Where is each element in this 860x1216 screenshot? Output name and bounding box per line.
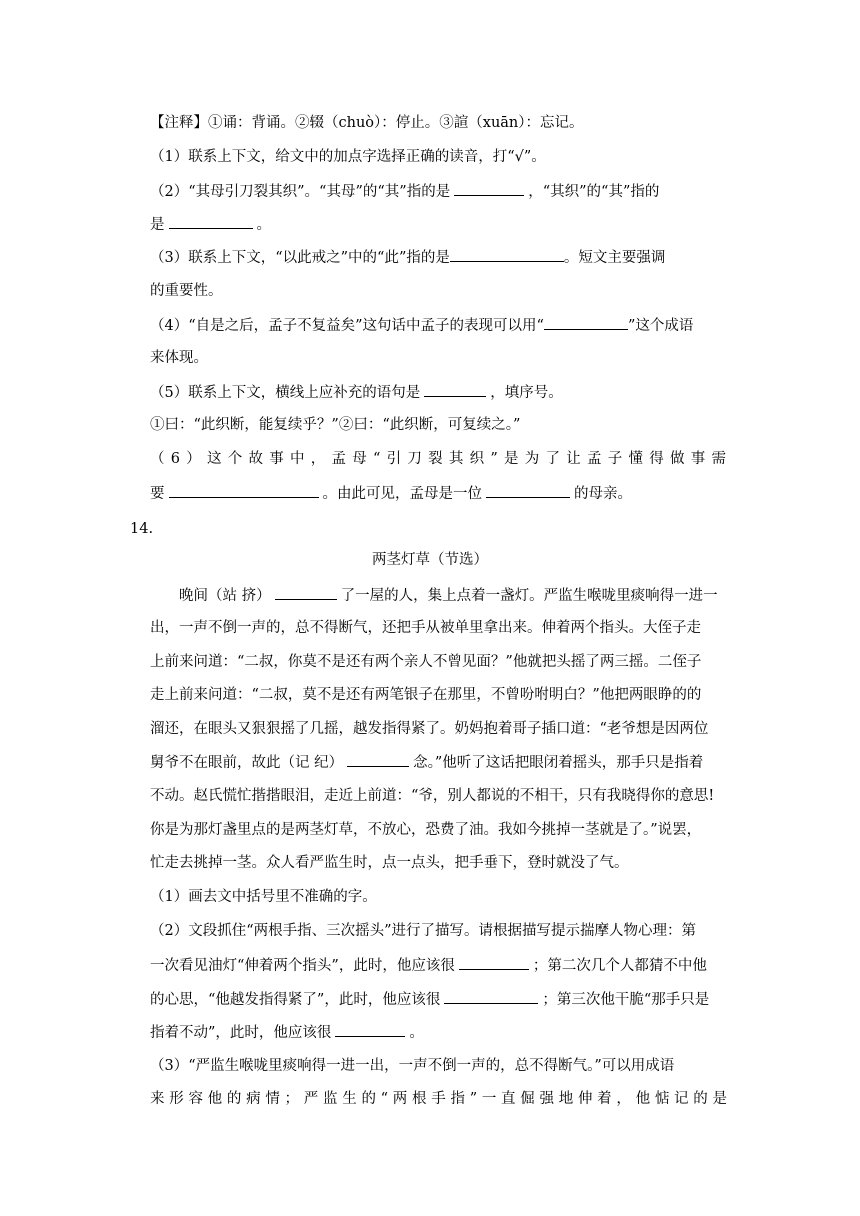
q13-sub3-line2: 的重要性。: [150, 283, 223, 299]
annotation-note: 【注释】①诵：背诵。②辍（chuò）：停止。③諠（xuān）：忘记。: [150, 115, 584, 131]
answer-blank[interactable]: [444, 989, 538, 1004]
q13-sub4-line2: 来体现。: [150, 350, 208, 366]
q13-sub6-line2: 要 。由此可见，孟母是一位 的母亲。: [150, 483, 730, 504]
answer-blank[interactable]: [450, 247, 564, 262]
passage-line: 溜还，在眼头又狠狠摇了几摇，越发指得紧了。奶妈抱着哥子插口道：“老爷想是因两位: [150, 721, 709, 737]
q14-sub2-line2: 一次看见油灯“伸着两个指头”，此时，他应该很 ；第二次几个人都猜不中他: [150, 955, 730, 976]
passage-line: 你是为那灯盏里点的是两茎灯草，不放心，恐费了油。我如今挑掉一茎就是了。”说罢，: [150, 822, 702, 838]
answer-blank[interactable]: [486, 483, 570, 498]
q14-sub3-line1: （3）“严监生喉咙里痰响得一进一出，一声不倒一声的，总不得断气。”可以用成语: [150, 1058, 675, 1074]
passage-line: 忙走去挑掉一茎。众人看严监生时，点一点头，把手垂下，登时就没了气。: [150, 855, 629, 871]
q14-sub2-line3: 的心思，“他越发指得紧了”，此时，他应该很 ；第三次他干脆“那手只是: [150, 989, 730, 1010]
q14-sub2-line1: （2）文段抓住“两根手指、三次摇头”进行了描写。请根据描写提示揣摩人物心理：第: [150, 923, 697, 939]
answer-blank[interactable]: [275, 585, 337, 600]
passage-line: 舅爷不在眼前，故此（记 纪） 念。”他听了这话把眼闭着摇头，那手只是指着: [150, 752, 730, 773]
q13-sub3-line1: （3）联系上下文，“以此戒之”中的“此”指的是 。短文主要强调: [150, 247, 730, 268]
question-number: 14.: [130, 521, 154, 537]
q13-sub5-options: ①曰：“此织断，能复续乎？”②曰：“此织断，可复续之。”: [150, 417, 521, 433]
q13-sub4-line1: （4）“自是之后，孟子不复益矣”这句话中孟子的表现可以用“ ”这个成语: [150, 315, 730, 336]
q13-sub2-line2: 是 。: [150, 214, 730, 235]
answer-blank[interactable]: [454, 181, 524, 196]
answer-blank[interactable]: [347, 752, 409, 767]
answer-blank[interactable]: [544, 315, 628, 330]
answer-blank[interactable]: [335, 1022, 405, 1037]
passage-line: 走上前来问道：“二叔，莫不是还有两笔银子在那里，不曾吩咐明白？”他把两眼睁的的: [150, 687, 702, 703]
passage-line: 不动。赵氏慌忙揩揩眼泪，走近上前道：“爷，别人都说的不相干，只有我晓得你的意思!: [150, 788, 715, 804]
answer-blank[interactable]: [459, 955, 529, 970]
answer-blank[interactable]: [424, 382, 486, 397]
q13-sub6-line1: （6）这个故事中，孟母“引刀裂其织”是为了让孟子懂得做事需: [150, 451, 730, 467]
q14-sub1: （1）画去文中括号里不准确的字。: [150, 889, 377, 905]
answer-blank[interactable]: [169, 483, 319, 498]
answer-blank[interactable]: [169, 214, 253, 229]
q13-sub2-line1: （2）“其母引刀裂其织”。“其母”的“其”指的是 ，“其织”的“其”指的: [150, 181, 730, 202]
passage-title: 两茎灯草（节选）: [372, 552, 488, 568]
q13-sub5: （5）联系上下文，横线上应补充的语句是 ，填序号。: [150, 382, 730, 403]
passage-line: 出，一声不倒一声的，总不得断气，还把手从被单里拿出来。伸着两个指头。大侄子走: [150, 620, 701, 636]
passage-line: 上前来问道：“二叔，你莫不是还有两个亲人不曾见面？”他就把头摇了两三摇。二侄子: [150, 654, 702, 670]
q13-sub1: （1）联系上下文，给文中的加点字选择正确的读音，打“√”。: [150, 149, 546, 165]
passage-line: 晚间（站 挤） 了一屋的人，集上点着一盏灯。严监生喉咙里痰响得一进一: [150, 585, 730, 606]
q14-sub2-line4: 指着不动”，此时，他应该很 。: [150, 1022, 730, 1043]
q14-sub3-line2: 来形容他的病情；严监生的“两根手指”一直倔强地伸着，他惦记的是: [150, 1091, 730, 1107]
